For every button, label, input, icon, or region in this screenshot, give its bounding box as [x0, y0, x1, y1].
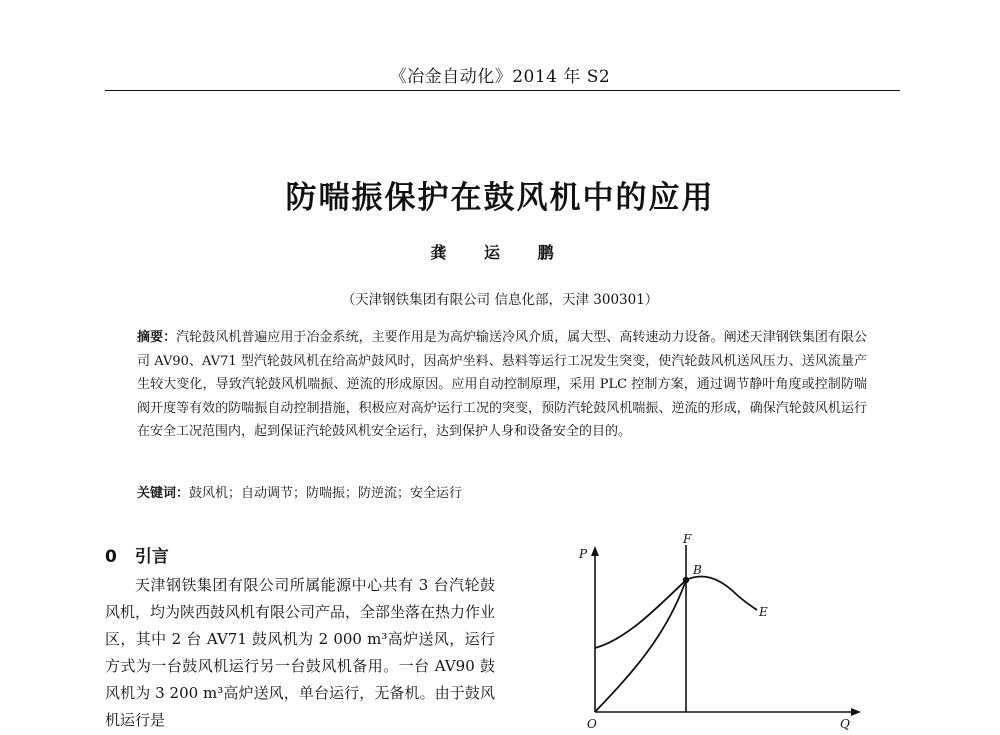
label-o: O — [587, 717, 597, 731]
label-p: P — [579, 547, 588, 561]
point-b-marker — [683, 577, 689, 583]
author-affiliation: （天津钢铁集团有限公司 信息化部，天津 300301） — [341, 292, 659, 308]
author-name: 龚 运 鹏 — [430, 243, 570, 262]
label-e: E — [759, 605, 768, 619]
header-divider — [105, 90, 900, 91]
label-b: B — [693, 563, 702, 577]
abstract-label: 摘要： — [137, 330, 177, 345]
pq-curve-svg — [555, 530, 885, 735]
label-q: Q — [840, 717, 850, 731]
intro-paragraph: 天津钢铁集团有限公司所属能源中心共有 3 台汽轮鼓风机，均为陕西鼓风机有限公司产品，全部坐落在热力作业区，其中 2 台 AV71 鼓风机为 2 000 m³高炉送风，运行方式为一台鼓风机运行另一台鼓风机备用。一台 AV90 鼓风机为 3 200 m³高炉送风，单台运行，无备机。由于鼓风机运行是 — [105, 576, 496, 729]
section-title: 引言 — [134, 547, 169, 567]
abstract — [137, 326, 867, 444]
section-heading — [105, 542, 169, 567]
abstract-text: 汽轮鼓风机普遍应用于冶金系统，主要作用是为高炉输送冷风介质，属大型、高转速动力设备。阐述天津钢铁集团有限公司 AV90、AV71 型汽轮鼓风机在给高炉鼓风时，因高炉坐料、悬料等运行工况发生突变，使汽轮鼓风机送风压力、送风流量产生较大变化，导致汽轮鼓风机喘振、逆流的形成原因。应用自动控制原理，采用 PLC 控制方案，通过调节静叶角度或控制防喘阀开度等有效的防喘振自动控制措施，积极应对高炉运行工况的突变，预防汽轮鼓风机喘振、逆流的形成，确保汽轮鼓风机运行在安全工况范围内，起到保证汽轮鼓风机安全运行，达到保护人身和设备安全的目的。 — [137, 330, 867, 439]
keywords-label: 关键词： — [137, 486, 190, 501]
origin-curve — [595, 580, 686, 712]
section-number: 0 — [105, 547, 117, 567]
article-title: 防喘振保护在鼓风机中的应用 — [285, 180, 715, 216]
p-axis-arrow — [591, 546, 599, 556]
pressure-curve — [595, 576, 757, 648]
pq-curve-figure — [555, 530, 885, 735]
q-axis-arrow — [851, 708, 861, 716]
label-f: F — [683, 532, 692, 546]
keywords — [137, 482, 867, 501]
keywords-text: 鼓风机；自动调节；防喘振；防逆流；安全运行 — [189, 486, 463, 501]
journal-header: 《冶金自动化》2014 年 S2 — [389, 67, 611, 87]
